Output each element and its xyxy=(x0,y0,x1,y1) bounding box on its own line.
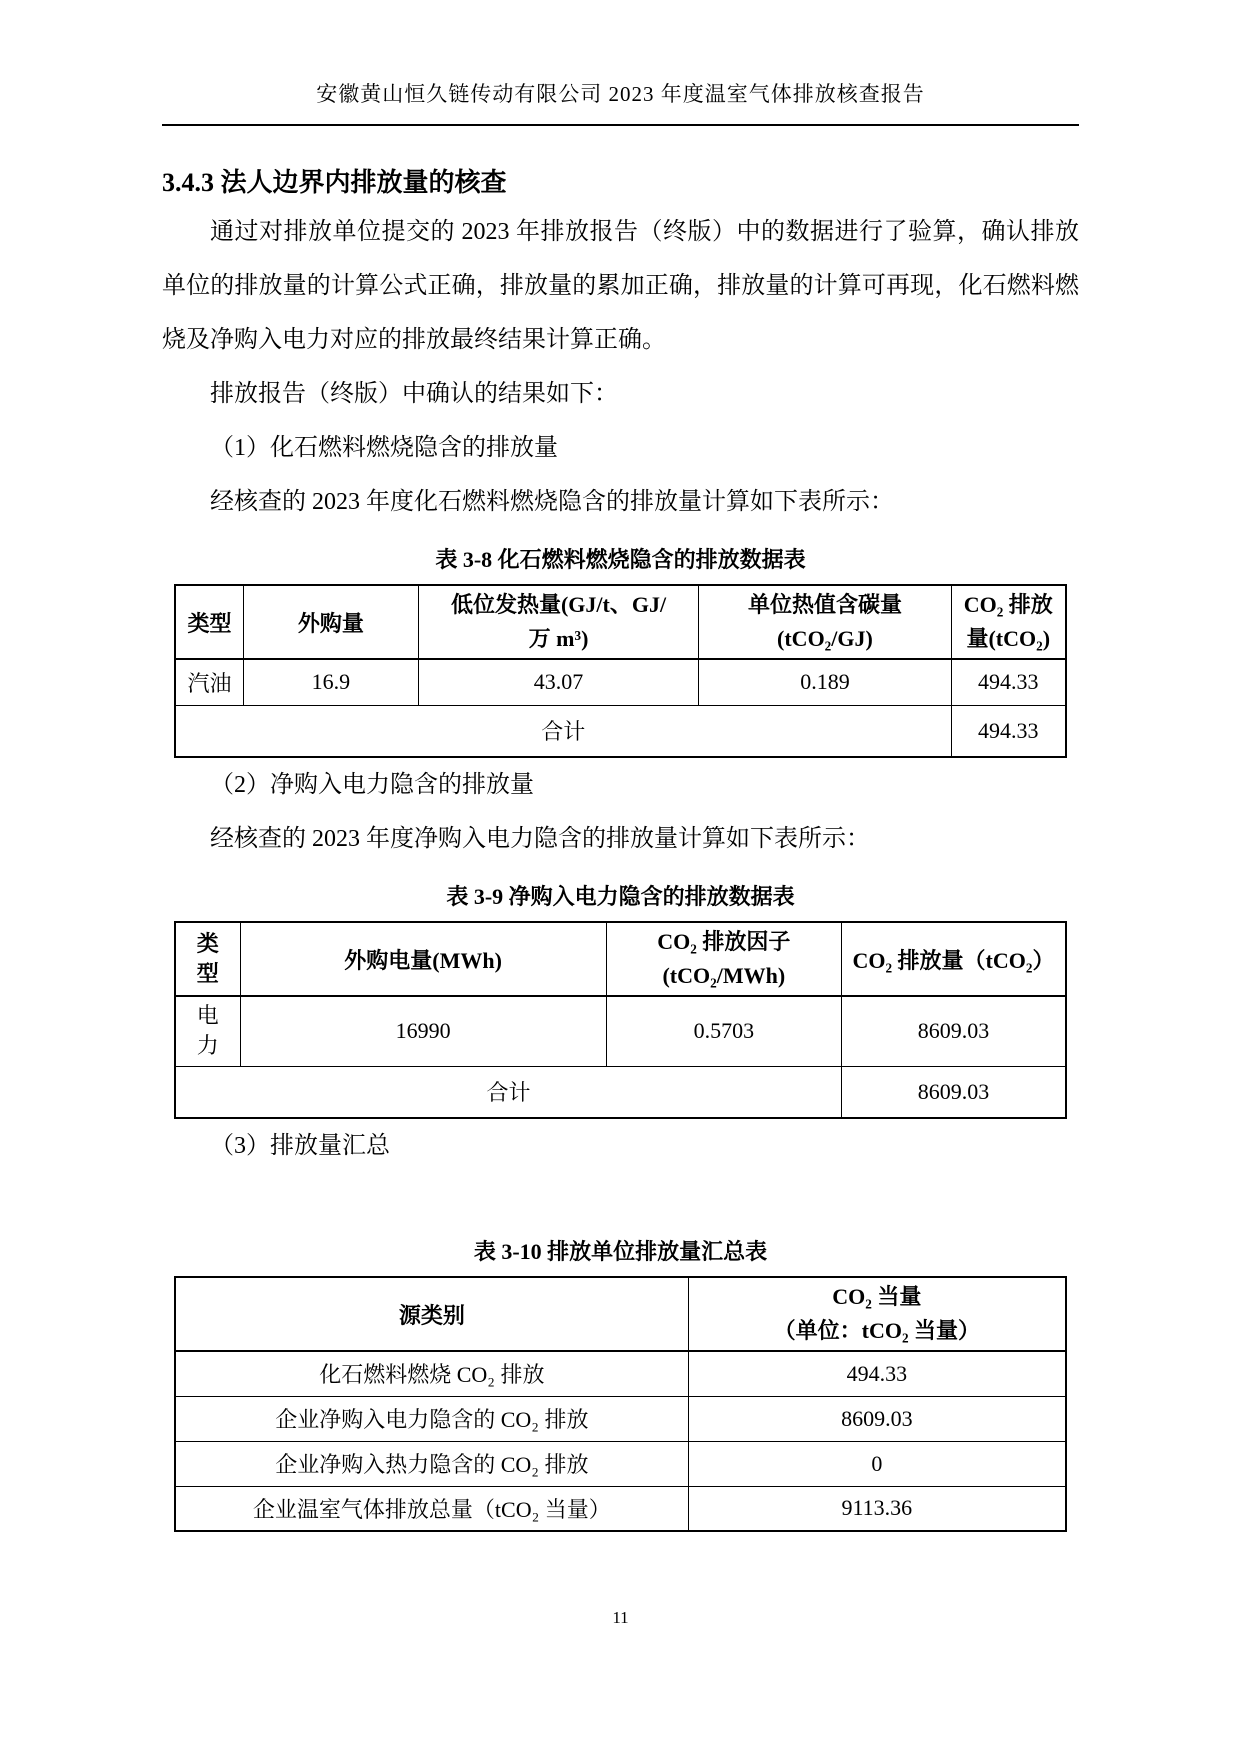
table-row xyxy=(175,659,1066,705)
table-3-9-title: 表 3-9 净购入电力隐含的排放数据表 xyxy=(446,884,795,909)
t10-cell-heat-value: 0 xyxy=(688,1441,1066,1486)
t10-cell-total-value: 9113.36 xyxy=(688,1486,1066,1531)
t9-cell-emission-factor: 0.5703 xyxy=(606,996,841,1066)
cell-text: 万 m³) xyxy=(528,626,589,651)
t10-cell-fossil-fuel-label: 化石燃料燃烧 CO₂ 排放 xyxy=(175,1351,688,1396)
cell-text: 单位热值含碳量 xyxy=(747,592,902,617)
t8-total-value: 494.33 xyxy=(951,705,1066,757)
t9-header-emission-factor xyxy=(606,922,841,996)
cell-text: 低位发热量(GJ/t、GJ/ xyxy=(450,592,667,617)
table-row xyxy=(175,1277,1066,1351)
table-3-9 xyxy=(174,921,1067,1119)
table-row xyxy=(175,1441,1066,1486)
t9-cell-purchased-electricity: 16990 xyxy=(240,996,606,1066)
section-heading: 3.4.3 法人边界内排放量的核查 xyxy=(162,168,507,197)
cell-text: CO₂ 排放量（tCO₂） xyxy=(852,947,1055,973)
cell-text: 类型 xyxy=(187,610,232,636)
table-3-8 xyxy=(174,584,1067,758)
page-content xyxy=(162,162,1079,1532)
t8-cell-co2-emission: 494.33 xyxy=(951,659,1066,705)
t8-cell-heating-value: 43.07 xyxy=(418,659,699,705)
table-row xyxy=(175,1351,1066,1396)
t8-header-heating-value xyxy=(418,585,699,659)
cell-text: 外购电量(MWh) xyxy=(344,947,502,973)
t8-header-co2-emission xyxy=(951,585,1066,659)
t9-header-purchased-electricity xyxy=(240,922,606,996)
cell-text: CO₂ 排放因子 xyxy=(657,929,791,954)
table-3-10-title: 表 3-10 排放单位排放量汇总表 xyxy=(473,1239,768,1264)
t9-total-label: 合计 xyxy=(175,1066,841,1118)
t9-total-value: 8609.03 xyxy=(841,1066,1066,1118)
table-3-8-title: 表 3-8 化石燃料燃烧隐含的排放数据表 xyxy=(435,547,806,572)
t8-total-label: 合计 xyxy=(175,705,951,757)
item-2-heading: （2）净购入电力隐含的排放量 xyxy=(210,772,534,798)
t10-header-source-category xyxy=(175,1277,688,1351)
cell-text: （单位：tCO₂ 当量） xyxy=(773,1318,981,1343)
table-row xyxy=(175,1396,1066,1441)
cell-text: 源类别 xyxy=(398,1302,465,1328)
paragraph-results-intro: 排放报告（终版）中确认的结果如下： xyxy=(210,381,618,407)
item-1-intro: 经核查的 2023 年度化石燃料燃烧隐含的排放量计算如下表所示： xyxy=(210,489,894,515)
cell-text: 外购量 xyxy=(297,610,364,636)
table-row xyxy=(175,1486,1066,1531)
cell-text: 力 xyxy=(196,1033,219,1059)
t9-cell-co2-emission: 8609.03 xyxy=(841,996,1066,1066)
t8-cell-fuel-type: 汽油 xyxy=(175,659,244,705)
table-row xyxy=(175,996,1066,1066)
t9-header-type xyxy=(175,922,240,996)
document-header-title: 安徽黄山恒久链传动有限公司 2023 年度温室气体排放核查报告 xyxy=(316,82,925,106)
item-1-heading: （1）化石燃料燃烧隐含的排放量 xyxy=(210,435,558,461)
item-3-heading: （3）排放量汇总 xyxy=(210,1133,390,1159)
header-rule xyxy=(162,124,1079,126)
table-3-10 xyxy=(174,1276,1067,1532)
table-row xyxy=(175,705,1066,757)
page-number: 11 xyxy=(612,1608,629,1627)
t9-header-co2-emission xyxy=(841,922,1066,996)
cell-text: 型 xyxy=(196,961,219,986)
cell-text: 量(tCO₂) xyxy=(966,626,1051,651)
table-row xyxy=(175,585,1066,659)
t8-header-purchased-amount xyxy=(244,585,419,659)
t10-cell-electricity-value: 8609.03 xyxy=(688,1396,1066,1441)
t10-cell-fossil-fuel-value: 494.33 xyxy=(688,1351,1066,1396)
t10-cell-total-label: 企业温室气体排放总量（tCO₂ 当量） xyxy=(175,1486,688,1531)
cell-text: 类 xyxy=(196,931,219,956)
t8-cell-purchased-amount: 16.9 xyxy=(244,659,419,705)
table-row xyxy=(175,1066,1066,1118)
t8-header-carbon-content xyxy=(699,585,951,659)
t8-header-type xyxy=(175,585,244,659)
t10-cell-electricity-label: 企业净购入电力隐含的 CO₂ 排放 xyxy=(175,1396,688,1441)
t8-cell-carbon-content: 0.189 xyxy=(699,659,951,705)
paragraph-verification: 通过对排放单位提交的 2023 年排放报告（终版）中的数据进行了验算，确认排放单位的排放量的计算公式正确，排放量的累加正确，排放量的计算可再现，化石燃料燃烧及净购入电力对应的排放最终结果计算正确。 xyxy=(162,219,1079,353)
t10-cell-heat-label: 企业净购入热力隐含的 CO₂ 排放 xyxy=(175,1441,688,1486)
cell-text: (tCO₂/MWh) xyxy=(662,963,786,988)
cell-text: CO₂ 当量 xyxy=(832,1284,922,1309)
item-2-intro: 经核查的 2023 年度净购入电力隐含的排放量计算如下表所示： xyxy=(210,826,870,852)
document-header xyxy=(0,0,1241,108)
cell-text: (tCO₂/GJ) xyxy=(777,626,873,651)
t9-cell-type xyxy=(175,996,240,1066)
cell-text: 电 xyxy=(196,1003,219,1029)
table-row xyxy=(175,922,1066,996)
t10-header-co2-equivalent xyxy=(688,1277,1066,1351)
cell-text: CO₂ 排放 xyxy=(963,592,1053,617)
